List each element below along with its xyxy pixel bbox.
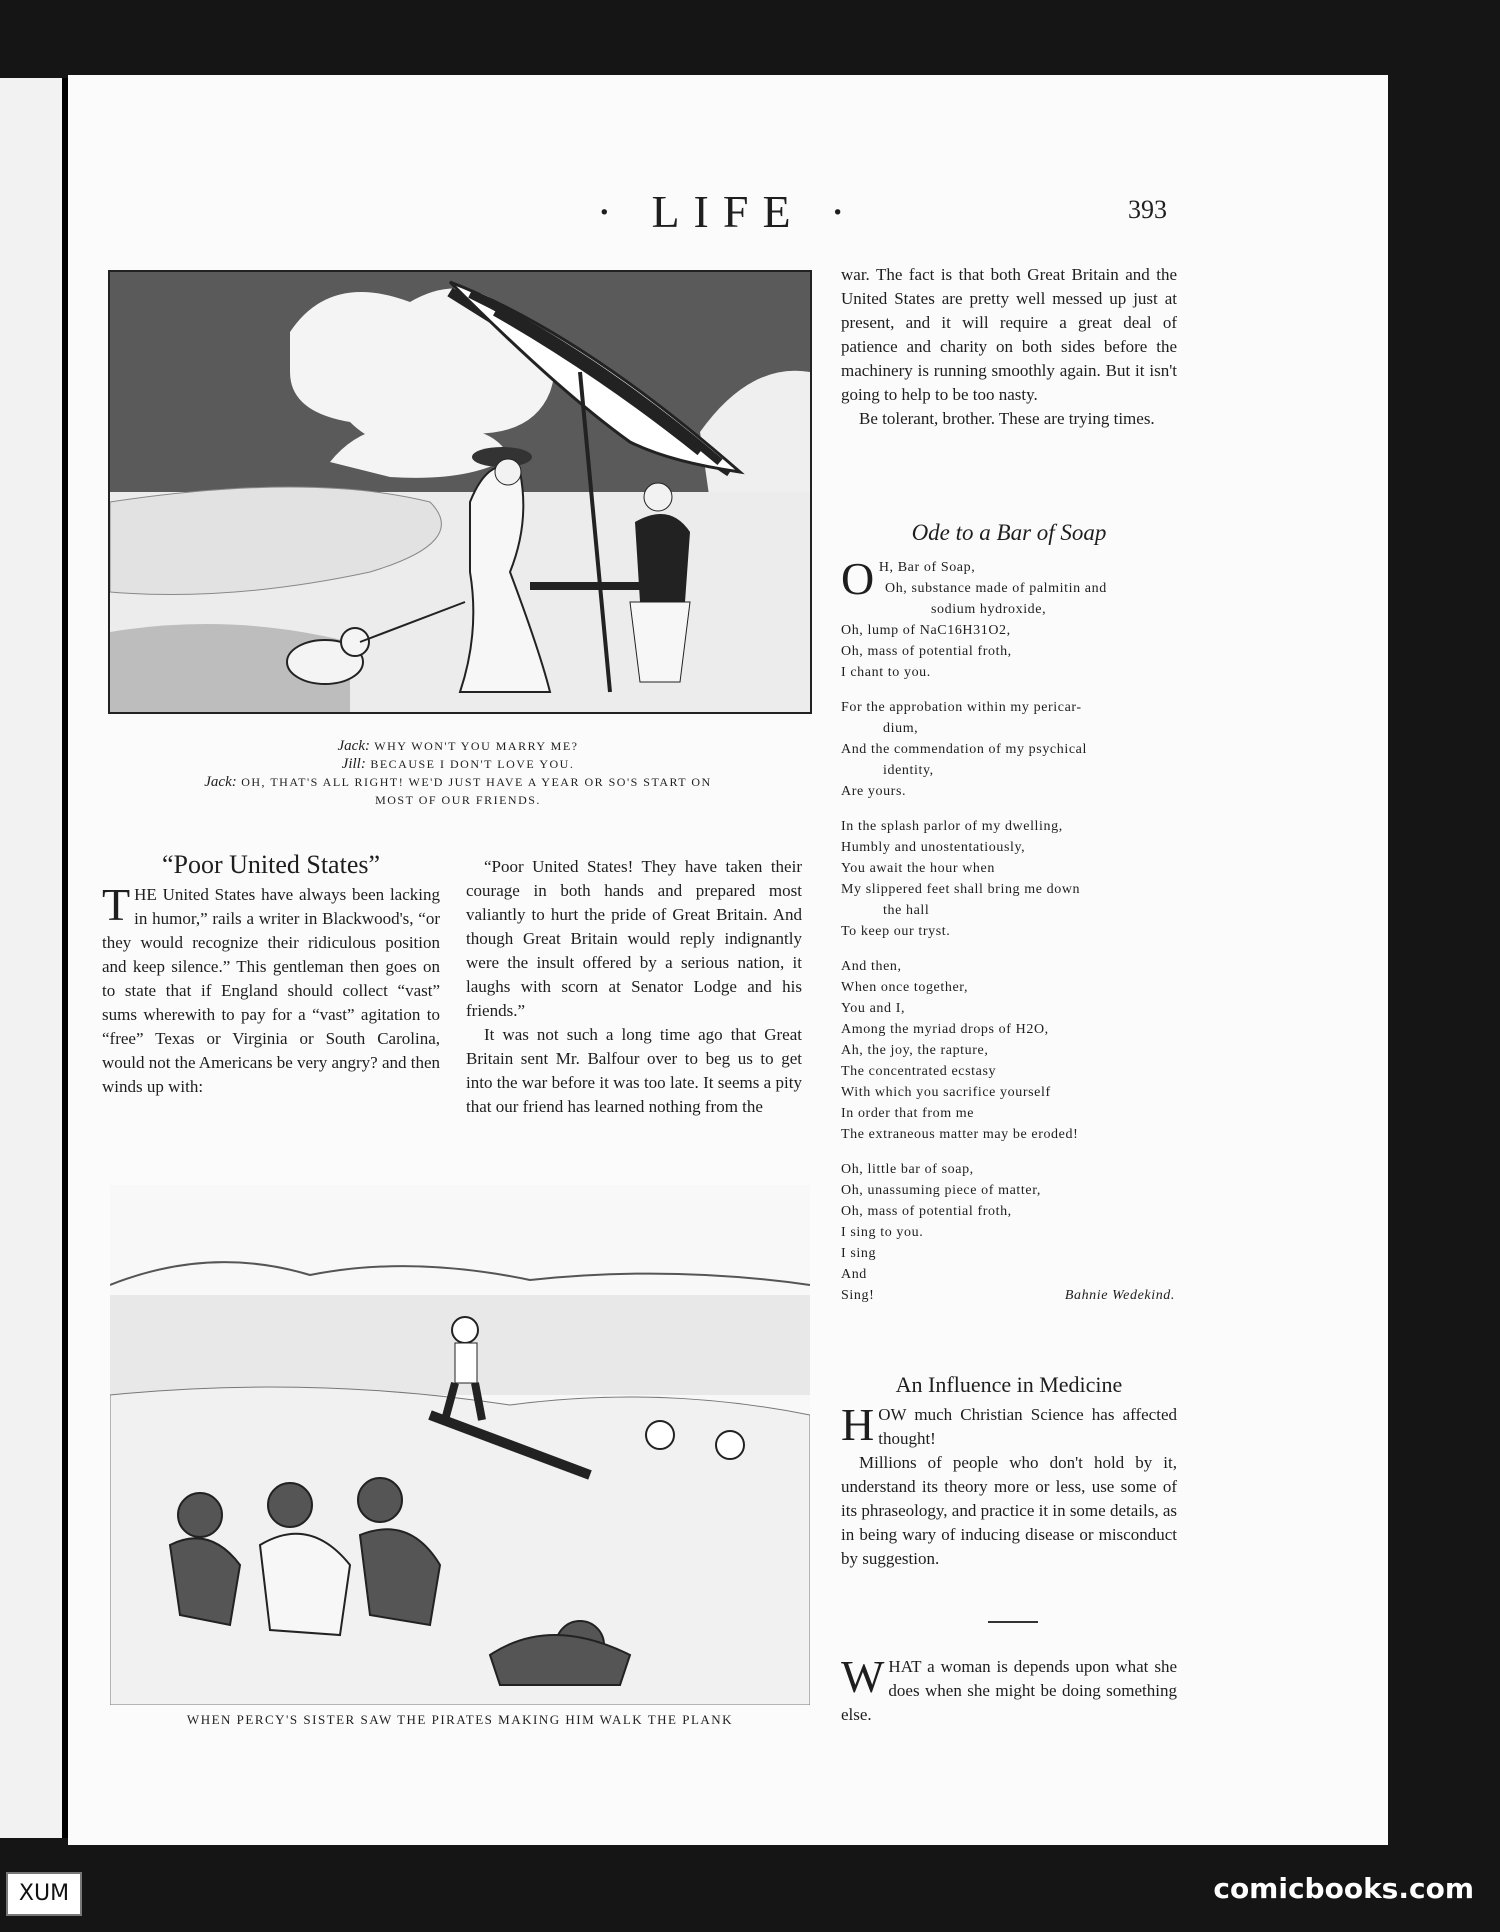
poem-stanza-5 [841, 1159, 1181, 1306]
poem-line: And the commendation of my psychical [841, 742, 1087, 757]
poem-line: For the approbation within my pericar- [841, 700, 1082, 715]
article2 [841, 1373, 1177, 1571]
poem-line: Oh, lump of NaC16H31O2, [841, 623, 1011, 638]
article2-text: OW much Christian Science has affected thought! [878, 1405, 1177, 1448]
poem-stanza-1 [841, 553, 1181, 683]
poem-title: Ode to a Bar of Soap [911, 520, 1107, 545]
caption-line [108, 773, 808, 791]
caption-text: WHY WON'T YOU MARRY ME? [374, 739, 579, 753]
poem-line: With which you sacrifice yourself [841, 1085, 1051, 1100]
poem-line [841, 1285, 1181, 1306]
article1-title: “Poor United States” [161, 850, 381, 879]
poem-line: Are yours. [841, 784, 907, 799]
caption-line [108, 791, 808, 809]
poem-line: Oh, substance made of palmitin and [885, 581, 1107, 596]
caption-speaker: Jack: [204, 774, 237, 790]
article2-dropcap: H [841, 1399, 875, 1450]
poem-line: My slippered feet shall bring me down [841, 882, 1081, 897]
poem-line: Among the myriad drops of H2O, [841, 1022, 1049, 1037]
cafe-couple-illustration [108, 270, 812, 714]
caption-text: OH, THAT'S ALL RIGHT! WE'D JUST HAVE A YEAR OR SO'S START ON [241, 775, 712, 789]
caption-speaker: Jack: [337, 738, 370, 754]
caption-text: BECAUSE I DON'T LOVE YOU. [370, 757, 575, 771]
poem-line: The concentrated ecstasy [841, 1064, 997, 1079]
article1-quote-paragraph: “Poor United States! They have taken their courage in both hands and prepared most valiantly to hurt the pride of Great Britain. And though Great Britain would reply indignantly were the insult offered by a serious nation, it laughs with scorn at Senator Lodge and his friends.” [466, 857, 802, 1020]
article2-title: An Influence in Medicine [895, 1372, 1123, 1397]
poem-author: Bahnie Wedekind. [1064, 1288, 1175, 1303]
cartoon1-caption [108, 737, 808, 809]
poem-line: You and I, [841, 1001, 906, 1016]
poem-line: Ah, the joy, the rapture, [841, 1043, 989, 1058]
archive-badge: XUM [6, 1872, 82, 1916]
poem-line: I chant to you. [841, 665, 931, 680]
caption-line [108, 755, 808, 773]
article2-paragraph-2: Millions of people who don't hold by it, understand its theory more or less, use some of its phraseology, and practice it in some details, as in being wary of inducing disease or misconduct by suggestion. [841, 1453, 1177, 1568]
cafe-couple-drawing [110, 272, 810, 712]
facing-page-edge [0, 78, 68, 1838]
page-number: 393 [1128, 195, 1167, 224]
poem-line: sodium hydroxide, [931, 602, 1047, 617]
poem-stanza-4 [841, 956, 1181, 1145]
article1-paragraph [102, 879, 441, 1099]
poem-line: In order that from me [841, 1106, 975, 1121]
poem-line: The extraneous matter may be eroded! [841, 1127, 1079, 1142]
poem-line: I sing [841, 1246, 877, 1261]
article1-dropcap: T [102, 879, 131, 930]
poem-line: Humbly and unostentatiously, [841, 840, 1026, 855]
poem-line: When once together, [841, 980, 969, 995]
poem-line: In the splash parlor of my dwelling, [841, 819, 1063, 834]
caption-line [108, 737, 808, 755]
article3-paragraph [841, 1651, 1177, 1727]
poem-dropcap: O [841, 553, 875, 604]
article1-continuation: war. The fact is that both Great Britain and the United States are pretty well messed up just at present, and it will require a great deal of patience and charity on both sides before the machinery is running smoothly again. But it isn't going to help to be too nasty. [841, 265, 1177, 404]
article1-paragraph-2: It was not such a long time ago that Great Britain sent Mr. Balfour over to beg us to get into the war before it was too late. It seems a pity that our friend has learned nothing from the [466, 1025, 802, 1116]
poem-line: identity, [883, 763, 934, 778]
magazine-page [68, 75, 1388, 1845]
poem-line: To keep our tryst. [841, 924, 951, 939]
poem-line: Oh, little bar of soap, [841, 1162, 974, 1177]
poem-line: H, Bar of Soap, [878, 560, 976, 575]
poem-line: Oh, mass of potential froth, [841, 1204, 1012, 1219]
poem-line: And [841, 1267, 867, 1282]
poem-line: I sing to you. [841, 1225, 924, 1240]
article1-column-2 [466, 855, 802, 1119]
article1-closing: Be tolerant, brother. These are trying times. [859, 409, 1155, 428]
article3 [841, 1651, 1177, 1727]
poem-body [841, 553, 1181, 1306]
poem-stanza-2 [841, 697, 1181, 802]
poem-line: You await the hour when [841, 861, 995, 876]
article3-text: HAT a woman is depends upon what she does when she might be doing something else. [841, 1657, 1177, 1724]
pirates-plank-drawing [110, 1185, 810, 1705]
poem-last-line: Sing! [841, 1288, 875, 1303]
poem-stanza-3 [841, 816, 1181, 942]
caption-speaker: Jill: [341, 756, 366, 772]
poem-line: dium, [883, 721, 919, 736]
article1-column-3 [841, 263, 1177, 431]
watermark-brand: comicbooks.com [1213, 1872, 1474, 1905]
masthead-title: · LIFE · [596, 186, 860, 237]
cartoon2-caption: WHEN PERCY'S SISTER SAW THE PIRATES MAKING HIM WALK THE PLANK [186, 1712, 734, 1727]
caption-text: MOST OF OUR FRIENDS. [375, 793, 541, 807]
article1-text: HE United States have always been lacking in humor,” rails a writer in Blackwood's, “or they would recognize their ridiculous position and keep silence.” This gentleman then goes on to state that if England should collect “vast” sums wherewith to pay for a “vast” agitation to “free” Texas or Virginia or South Carolina, would not the Americans be very angry? and then winds up with: [102, 885, 441, 1096]
poem-line: the hall [883, 903, 930, 918]
article2-paragraph-1 [841, 1399, 1177, 1451]
poem-line: And then, [841, 959, 902, 974]
article3-dropcap: W [841, 1651, 885, 1702]
poem-line: Oh, mass of potential froth, [841, 644, 1012, 659]
section-divider [988, 1621, 1038, 1623]
article1-column-1 [102, 850, 441, 1099]
poem-line: Oh, unassuming piece of matter, [841, 1183, 1041, 1198]
pirates-plank-illustration [110, 1185, 810, 1705]
